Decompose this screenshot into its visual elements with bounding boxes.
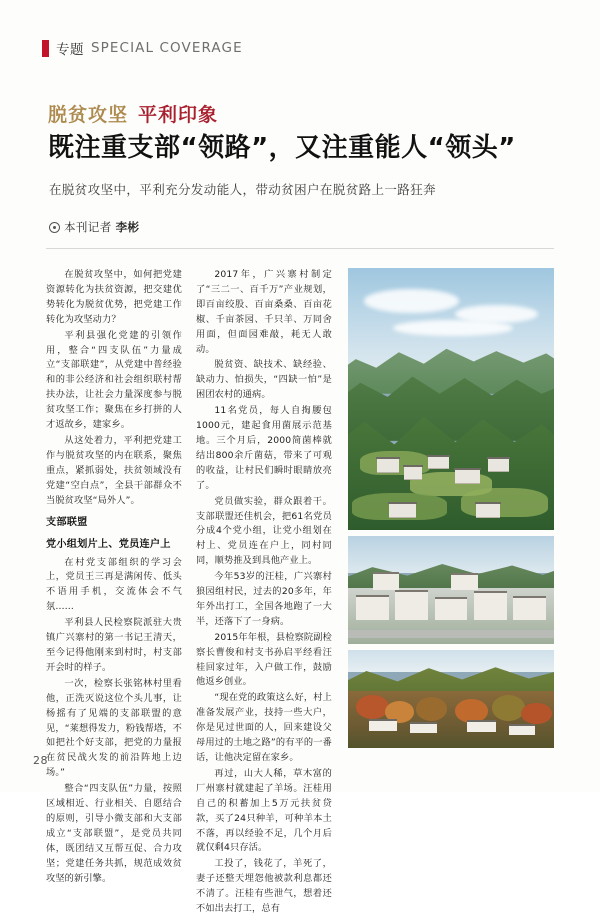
village-roof bbox=[377, 459, 400, 472]
building-block bbox=[474, 591, 507, 620]
body-paragraph: 11名党员，每人自掏腰包1000元，建起食用菌展示范基地。三个月后，2000简菌棒就结出800余斤菌菇，带来了可观的收益，让村民们瞬时眼睛放亮了。 bbox=[196, 405, 332, 491]
village-roof bbox=[455, 470, 480, 483]
village-house bbox=[467, 720, 496, 733]
body-paragraph: 工投了，钱花了，羊死了，妻子还整天埋怨他被款利息都还不清了。汪桂有些泄气，想着还不如出去打工，总有 bbox=[196, 858, 332, 915]
body-subheading: 党小组划片上、党员连户上 bbox=[46, 539, 171, 551]
building-block bbox=[356, 595, 389, 621]
autumn-tree bbox=[416, 697, 447, 721]
building-block bbox=[513, 596, 546, 621]
body-paragraph: 在村党支部组织的学习会上，党员王三再是满闲传、低头不语用手机，交流体会不气氛…… bbox=[46, 556, 182, 613]
village-roof bbox=[488, 459, 509, 471]
body-column-two bbox=[196, 268, 332, 915]
building-block bbox=[395, 590, 428, 620]
photo-village-rows bbox=[348, 536, 554, 644]
village-roof bbox=[389, 504, 416, 517]
body-paragraph: 从这处着力，平利把党建工作与脱贫攻坚的内在联系，聚焦重点，紧抓弱处，扶贫领域没有党建“空白点”，全县干部群众不当脱贫攻坚“局外人”。 bbox=[46, 434, 182, 506]
body-paragraph: 党员做实验，群众跟着干。支部联盟还佳机会，把61名党员分成4个党小组，让党小组划在村上、党员连在户上，同村同同，顺势推及到具他产业上。 bbox=[196, 495, 332, 567]
cloud-shape bbox=[393, 320, 512, 336]
road-strip bbox=[348, 630, 554, 638]
photo-sky bbox=[348, 650, 554, 672]
page-title: 既注重支部“领路”，又注重能人“领头” bbox=[48, 133, 516, 163]
body-paragraph: 平利县强化党建的引领作用，整合“四支队伍”力量成立“支部联建”，从党建中普经验和的非公经济和社会组织联村帮扶办法，让社会力量深度参与脱贫攻坚工作；聚焦在乡打拼的人才返故乡，建家乡。 bbox=[46, 329, 182, 431]
village-roof bbox=[428, 457, 449, 469]
byline-bullet-icon bbox=[49, 222, 60, 233]
body-column-one bbox=[46, 268, 182, 884]
photo-mountain-village bbox=[348, 268, 554, 530]
article-subheadline: 在脱贫攻坚中，平利充分发动能人，带动贫困户在脱贫路上一路狂奔 bbox=[49, 182, 437, 197]
byline bbox=[49, 219, 139, 235]
body-paragraph: “现在党的政策这么好，村上准备发展产业，技持一些大户，你是见过世面的人，回来建设父母用过的土地之路”的有平的一番话，让他决定留在家乡。 bbox=[196, 692, 332, 763]
body-paragraph: 今年53岁的汪桂，广兴寨村狼园组村民，过去的20多年，年年外出打工，全国各地跑了一大半，还落下了一身病。 bbox=[196, 571, 332, 627]
body-paragraph: 平利县人民检察院派驻大贵镇广兴寨村的第一书记王清天，至今记得他刚来到村时，村支部开会时的样子。 bbox=[46, 617, 182, 673]
body-paragraph: 一次，检察长张铭林村里看他，正洗灭说这位个头儿事，让杨摇有了见端的支部联盟的意见，“莱想得发力，粉钱帮塔，不如把社个好支部，把党的力量报在贫民战火发的前沿阵地上边场。” bbox=[46, 677, 182, 779]
village-house bbox=[369, 719, 398, 732]
body-paragraph: 再过，山大人稀，草木富的厂州寨村就建起了羊场。汪桂用自己的积蓄加上5万元扶贫贷款，买了24只种羊，可种羊本土不落，再以经验不足，几个月后就仅剩4只存活。 bbox=[196, 767, 332, 854]
building-block bbox=[451, 573, 478, 590]
body-paragraph: 脱贫资、缺技术、缺经验、缺动力、怕损失，“四缺一怕”是困团农村的通病。 bbox=[196, 359, 332, 401]
cloud-shape bbox=[364, 289, 459, 313]
header-label-en: SPECIAL COVERAGE bbox=[91, 40, 243, 56]
building-block bbox=[435, 597, 468, 621]
header-divider bbox=[46, 248, 554, 249]
village-roof bbox=[476, 504, 501, 517]
body-paragraph: 2015年年根，县检察院副检察长曹俊和村支书孙启平经看汪桂回家过年，入户做工作，鼓励他返乡创业。 bbox=[196, 631, 332, 688]
photo-autumn-hillside bbox=[348, 650, 554, 748]
body-paragraph: 在脱贫攻坚中，如何把党建资源转化为扶贫资源，把交建优势转化为脱贫优势，把党建工作转化为攻坚动力？ bbox=[46, 269, 182, 325]
body-paragraph: 2017年，广兴寨村制定了“三二一、百千万”产业规划，即百亩绞股、百亩桑桑、百亩花椒、千亩茶园、千只羊、万同舍用面，但面园难敲，耗无人敢动。 bbox=[196, 269, 332, 355]
header-label-cn: 专题 bbox=[56, 42, 84, 58]
header-accent-bar bbox=[42, 40, 49, 57]
section-header bbox=[42, 38, 243, 58]
body-paragraph: 整合“四支队伍”力量，按照区域相近、行业相关、自愿结合的原则，引导小微支部和大支部成立“支部联盟”，是党员共同体，既团结又互帮互促、合力攻坚；党建任务共抓，规范成效贫攻坚的新引擎。 bbox=[46, 783, 182, 884]
byline-author: 李彬 bbox=[115, 220, 140, 234]
autumn-tree bbox=[492, 695, 525, 720]
body-subheading: 支部联盟 bbox=[46, 516, 88, 528]
byline-prefix: 本刊记者 bbox=[64, 220, 112, 234]
autumn-tree bbox=[356, 695, 389, 719]
page-number: 28 bbox=[33, 754, 48, 767]
village-roof bbox=[404, 467, 423, 479]
article-kicker bbox=[48, 100, 218, 127]
kicker-right-text: 平利印象 bbox=[138, 104, 219, 126]
village-house bbox=[410, 722, 437, 734]
kicker-left-text: 脱贫攻坚 bbox=[48, 104, 129, 126]
village-house bbox=[509, 724, 536, 736]
building-block bbox=[373, 572, 400, 590]
